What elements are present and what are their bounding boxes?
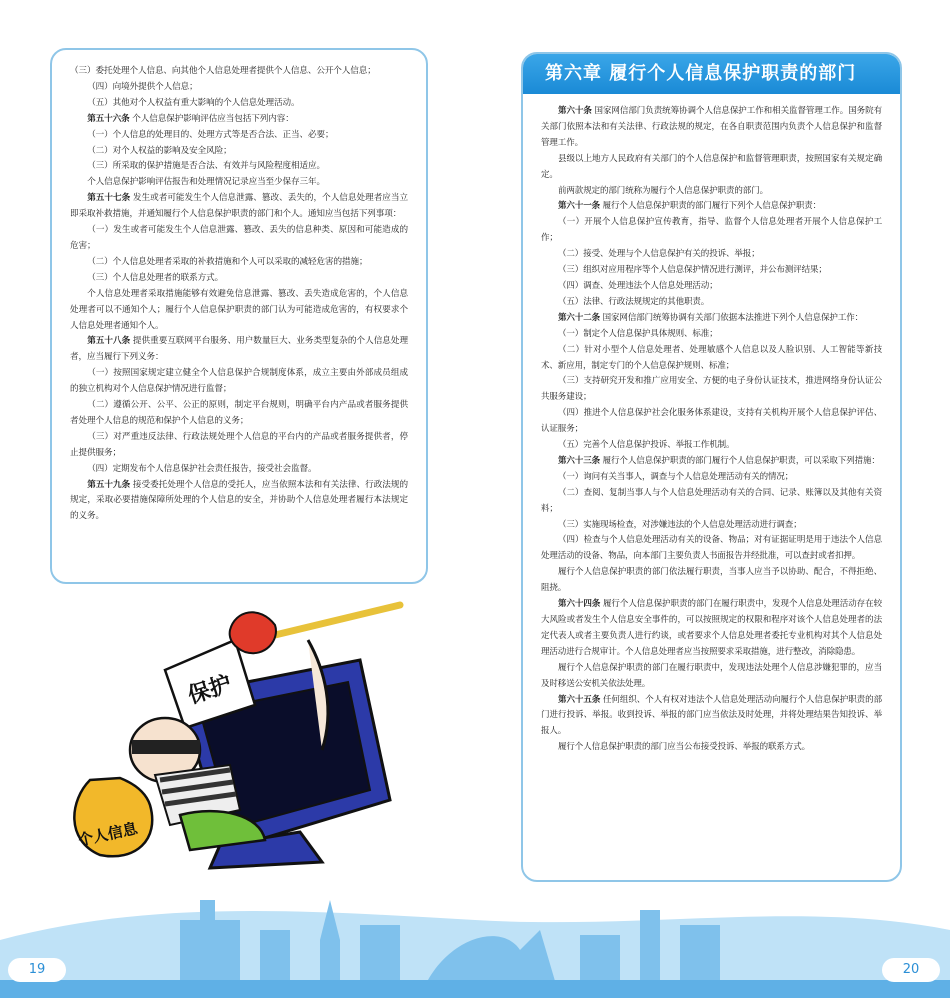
paragraph-text: （三）委托处理个人信息、向其他个人信息处理者提供个人信息、公开个人信息；: [70, 66, 376, 76]
article-paragraph: [541, 693, 882, 741]
article-number: 第六十一条: [558, 201, 601, 212]
article-paragraph: [70, 159, 408, 175]
article-paragraph: [541, 597, 882, 661]
paragraph-text: （二）查阅、复制当事人与个人信息处理活动有关的合同、记录、账簿以及其他有关资料；: [541, 487, 882, 514]
article-number: 第五十六条: [87, 113, 130, 124]
paragraph-text: 履行个人信息保护职责的部门应当公布接受投诉、举报的联系方式。: [558, 742, 811, 753]
article-paragraph: [70, 334, 408, 366]
paragraph-text: 提供重要互联网平台服务、用户数量巨大、业务类型复杂的个人信息处理者，应当履行下列义务：: [70, 336, 408, 363]
article-paragraph: [70, 430, 408, 462]
article-paragraph: [70, 398, 408, 430]
paragraph-text: （五）其他对个人权益有重大影响的个人信息处理活动。: [87, 97, 300, 108]
article-paragraph: [70, 191, 408, 223]
paragraph-text: （五）完善个人信息保护投诉、举报工作机制。: [558, 440, 735, 451]
paragraph-text: （二）个人信息处理者采取的补救措施和个人可以采取的减轻危害的措施；: [87, 256, 368, 267]
article-paragraph: [541, 184, 882, 200]
article-number: 第六十条: [558, 106, 592, 116]
article-paragraph: [541, 565, 882, 597]
article-paragraph: [541, 486, 882, 518]
article-paragraph: [541, 199, 882, 215]
article-paragraph: [541, 327, 882, 343]
article-paragraph: [541, 104, 882, 152]
paragraph-text: （三）对严重违反法律、行政法规处理个人信息的平台内的产品或者服务提供者，停止提供服务；: [70, 431, 408, 458]
article-paragraph: [541, 311, 882, 327]
paragraph-text: 县级以上地方人民政府有关部门的个人信息保护和监督管理职责，按照国家有关规定确定。: [541, 153, 882, 180]
article-paragraph: [541, 295, 882, 311]
paragraph-text: 国家网信部门负责统筹协调个人信息保护工作和相关监督管理工作。国务院有关部门依照本法和有关法律、行政法规的规定，在各自职责范围内负责个人信息保护和监督管理工作。: [541, 106, 882, 148]
article-paragraph: [541, 279, 882, 295]
paragraph-text: （一）询问有关当事人，调查与个人信息处理活动有关的情况；: [558, 471, 794, 482]
article-paragraph: [541, 247, 882, 263]
article-paragraph: [70, 175, 408, 191]
article-paragraph: [70, 128, 408, 144]
article-paragraph: [541, 518, 882, 534]
article-paragraph: [541, 661, 882, 693]
bag-text: 个人信息: [76, 819, 140, 850]
article-paragraph: [541, 343, 882, 375]
paragraph-text: （二）针对小型个人信息处理者、处理敏感个人信息以及人脸识别、人工智能等新技术、新应用，制定专门的个人信息保护规则、标准；: [541, 344, 882, 371]
paragraph-text: 履行个人信息保护职责的部门履行个人信息保护职责，可以采取下列措施：: [600, 455, 880, 466]
article-paragraph: [541, 438, 882, 454]
paragraph-text: 国家网信部门统筹协调有关部门依据本法推进下列个人信息保护工作：: [600, 312, 864, 323]
article-number: 第六十二条: [558, 312, 601, 323]
paragraph-text: 任何组织、个人有权对违法个人信息处理活动向履行个人信息保护职责的部门进行投诉、举报。收到投诉、举报的部门应当依法及时处理，并将处理结果告知投诉、举报人。: [541, 694, 882, 737]
paragraph-text: （四）检查与个人信息处理活动有关的设备、物品；对有证据证明是用于违法个人信息处理活动的设备、物品，向本部门主要负责人书面报告并经批准，可以查封或者扣押。: [541, 535, 882, 562]
article-paragraph: [70, 144, 408, 160]
article-number: 第五十七条: [87, 193, 131, 204]
article-paragraph: [70, 366, 408, 398]
article-paragraph: [70, 80, 408, 96]
article-paragraph: [541, 533, 882, 565]
article-paragraph: [70, 462, 408, 478]
paragraph-text: （一）个人信息的处理目的、处理方式等是否合法、正当、必要；: [87, 129, 334, 140]
paragraph-text: （一）按照国家规定建立健全个人信息保护合规制度体系，成立主要由外部成员组成的独立机构对个人信息保护情况进行监督；: [70, 368, 408, 395]
article-paragraph: [70, 478, 408, 526]
article-number: 第五十八条: [87, 336, 131, 347]
article-number: 第六十四条: [558, 599, 601, 610]
article-paragraph: [70, 112, 408, 128]
paragraph-text: 履行个人信息保护职责的部门在履行职责中，发现个人信息处理活动存在较大风险或者发生个人信息安全事件的，可以按照规定的权限和程序对该个人信息处理者的法定代表人或者主要负责人进行约谈，或者要求个人信息处理者委托专业机构对其个人信息处理活动进行合规审计。个人信息处理者应当按照要求采取措施，进行整改，消除隐患。: [541, 599, 882, 657]
paragraph-text: （四）定期发布个人信息保护社会责任报告，接受社会监督。: [87, 463, 317, 474]
article-paragraph: [70, 96, 408, 112]
paragraph-text: 前两款规定的部门统称为履行个人信息保护职责的部门。: [558, 185, 769, 196]
torch-icon: [230, 605, 400, 653]
article-paragraph: [70, 64, 408, 80]
right-article-body: [541, 104, 882, 756]
left-text-panel: [50, 48, 428, 584]
page-number-right: 20: [882, 958, 940, 982]
paragraph-text: 履行个人信息保护职责的部门在履行职责中，发现违法处理个人信息涉嫌犯罪的，应当及时移送公安机关依法处理。: [541, 662, 882, 689]
paragraph-text: （四）推进个人信息保护社会化服务体系建设，支持有关机构开展个人信息保护评估、认证服务；: [541, 408, 882, 435]
paragraph-text: （一）发生或者可能发生个人信息泄露、篡改、丢失的信息种类、原因和可能造成的危害；: [70, 225, 408, 251]
article-number: 第五十九条: [87, 479, 131, 490]
paragraph-text: 履行个人信息保护职责的部门依法履行职责，当事人应当予以协助、配合，不得拒绝、阻挠。: [541, 567, 882, 594]
article-paragraph: [541, 406, 882, 438]
paragraph-text: 个人信息保护影响评估报告和处理情况记录应当至少保存三年。: [87, 177, 326, 188]
article-paragraph: [541, 215, 882, 247]
paragraph-text: （三）个人信息处理者的联系方式。: [87, 272, 224, 283]
article-number: 第六十五条: [558, 694, 601, 705]
article-paragraph: [70, 271, 408, 287]
article-paragraph: [541, 374, 882, 406]
paragraph-text: （二）对个人权益的影响及安全风险；: [87, 145, 232, 156]
paragraph-text: （二）遵循公开、公平、公正的原则，制定平台规则，明确平台内产品或者服务提供者处理个人信息的规范和保护个人信息的义务；: [70, 400, 408, 426]
paragraph-text: （四）向境外提供个人信息；: [87, 81, 198, 92]
paragraph-text: （三）支持研究开发和推广应用安全、方便的电子身份认证技术，推进网络身份认证公共服务建设；: [541, 376, 882, 403]
paragraph-text: 发生或者可能发生个人信息泄露、篡改、丢失的，个人信息处理者应当立即采取补救措施，并通知履行个人信息保护职责的部门和个人。通知应当包括下列事项：: [70, 193, 408, 220]
page-number-left: 19: [8, 958, 66, 982]
paragraph-text: 个人信息处理者采取措施能够有效避免信息泄露、篡改、丢失造成危害的，个人信息处理者可以不通知个人；履行个人信息保护职责的部门认为可能造成危害的，有权要求个人信息处理者通知个人。: [70, 288, 408, 331]
paragraph-text: 接受委托处理个人信息的受托人，应当依照本法和有关法律、行政法规的规定，采取必要措施保障所处理的个人信息的安全，并协助个人信息处理者履行本法规定的义务。: [70, 479, 408, 522]
chapter-title: 第六章 履行个人信息保护职责的部门: [523, 54, 900, 94]
paragraph-text: （三）所采取的保护措施是否合法、有效并与风险程度相适应。: [87, 161, 326, 172]
left-article-body: [70, 64, 408, 525]
thief-cartoon-illustration: [60, 600, 420, 870]
sign-text: 保护: [185, 671, 235, 710]
paragraph-text: （三）实施现场检查，对涉嫌违法的个人信息处理活动进行调查；: [558, 519, 802, 530]
paragraph-text: 个人信息保护影响评估应当包括下列内容：: [129, 113, 294, 124]
article-paragraph: [541, 470, 882, 486]
paragraph-text: 履行个人信息保护职责的部门履行下列个人信息保护职责：: [600, 201, 822, 212]
paragraph-text: （三）组织对应用程序等个人信息保护情况进行测评，并公布测评结果；: [558, 265, 827, 276]
article-number: 第六十三条: [558, 455, 601, 466]
right-text-panel: [521, 52, 902, 882]
paragraph-text: （一）制定个人信息保护具体规则、标准；: [558, 328, 718, 339]
article-paragraph: [70, 255, 408, 271]
article-paragraph: [541, 152, 882, 184]
paragraph-text: （一）开展个人信息保护宣传教育，指导、监督个人信息处理者开展个人信息保护工作；: [541, 217, 882, 244]
article-paragraph: [541, 740, 882, 756]
article-paragraph: [541, 263, 882, 279]
money-bag-icon: [74, 778, 152, 856]
article-paragraph: [70, 223, 408, 255]
city-skyline-decoration: [0, 880, 950, 998]
paragraph-text: （四）调查、处理违法个人信息处理活动；: [558, 280, 718, 291]
paragraph-text: （二）接受、处理与个人信息保护有关的投诉、举报；: [558, 249, 760, 260]
article-paragraph: [541, 454, 882, 470]
paragraph-text: （五）法律、行政法规规定的其他职责。: [558, 296, 710, 307]
article-paragraph: [70, 287, 408, 335]
